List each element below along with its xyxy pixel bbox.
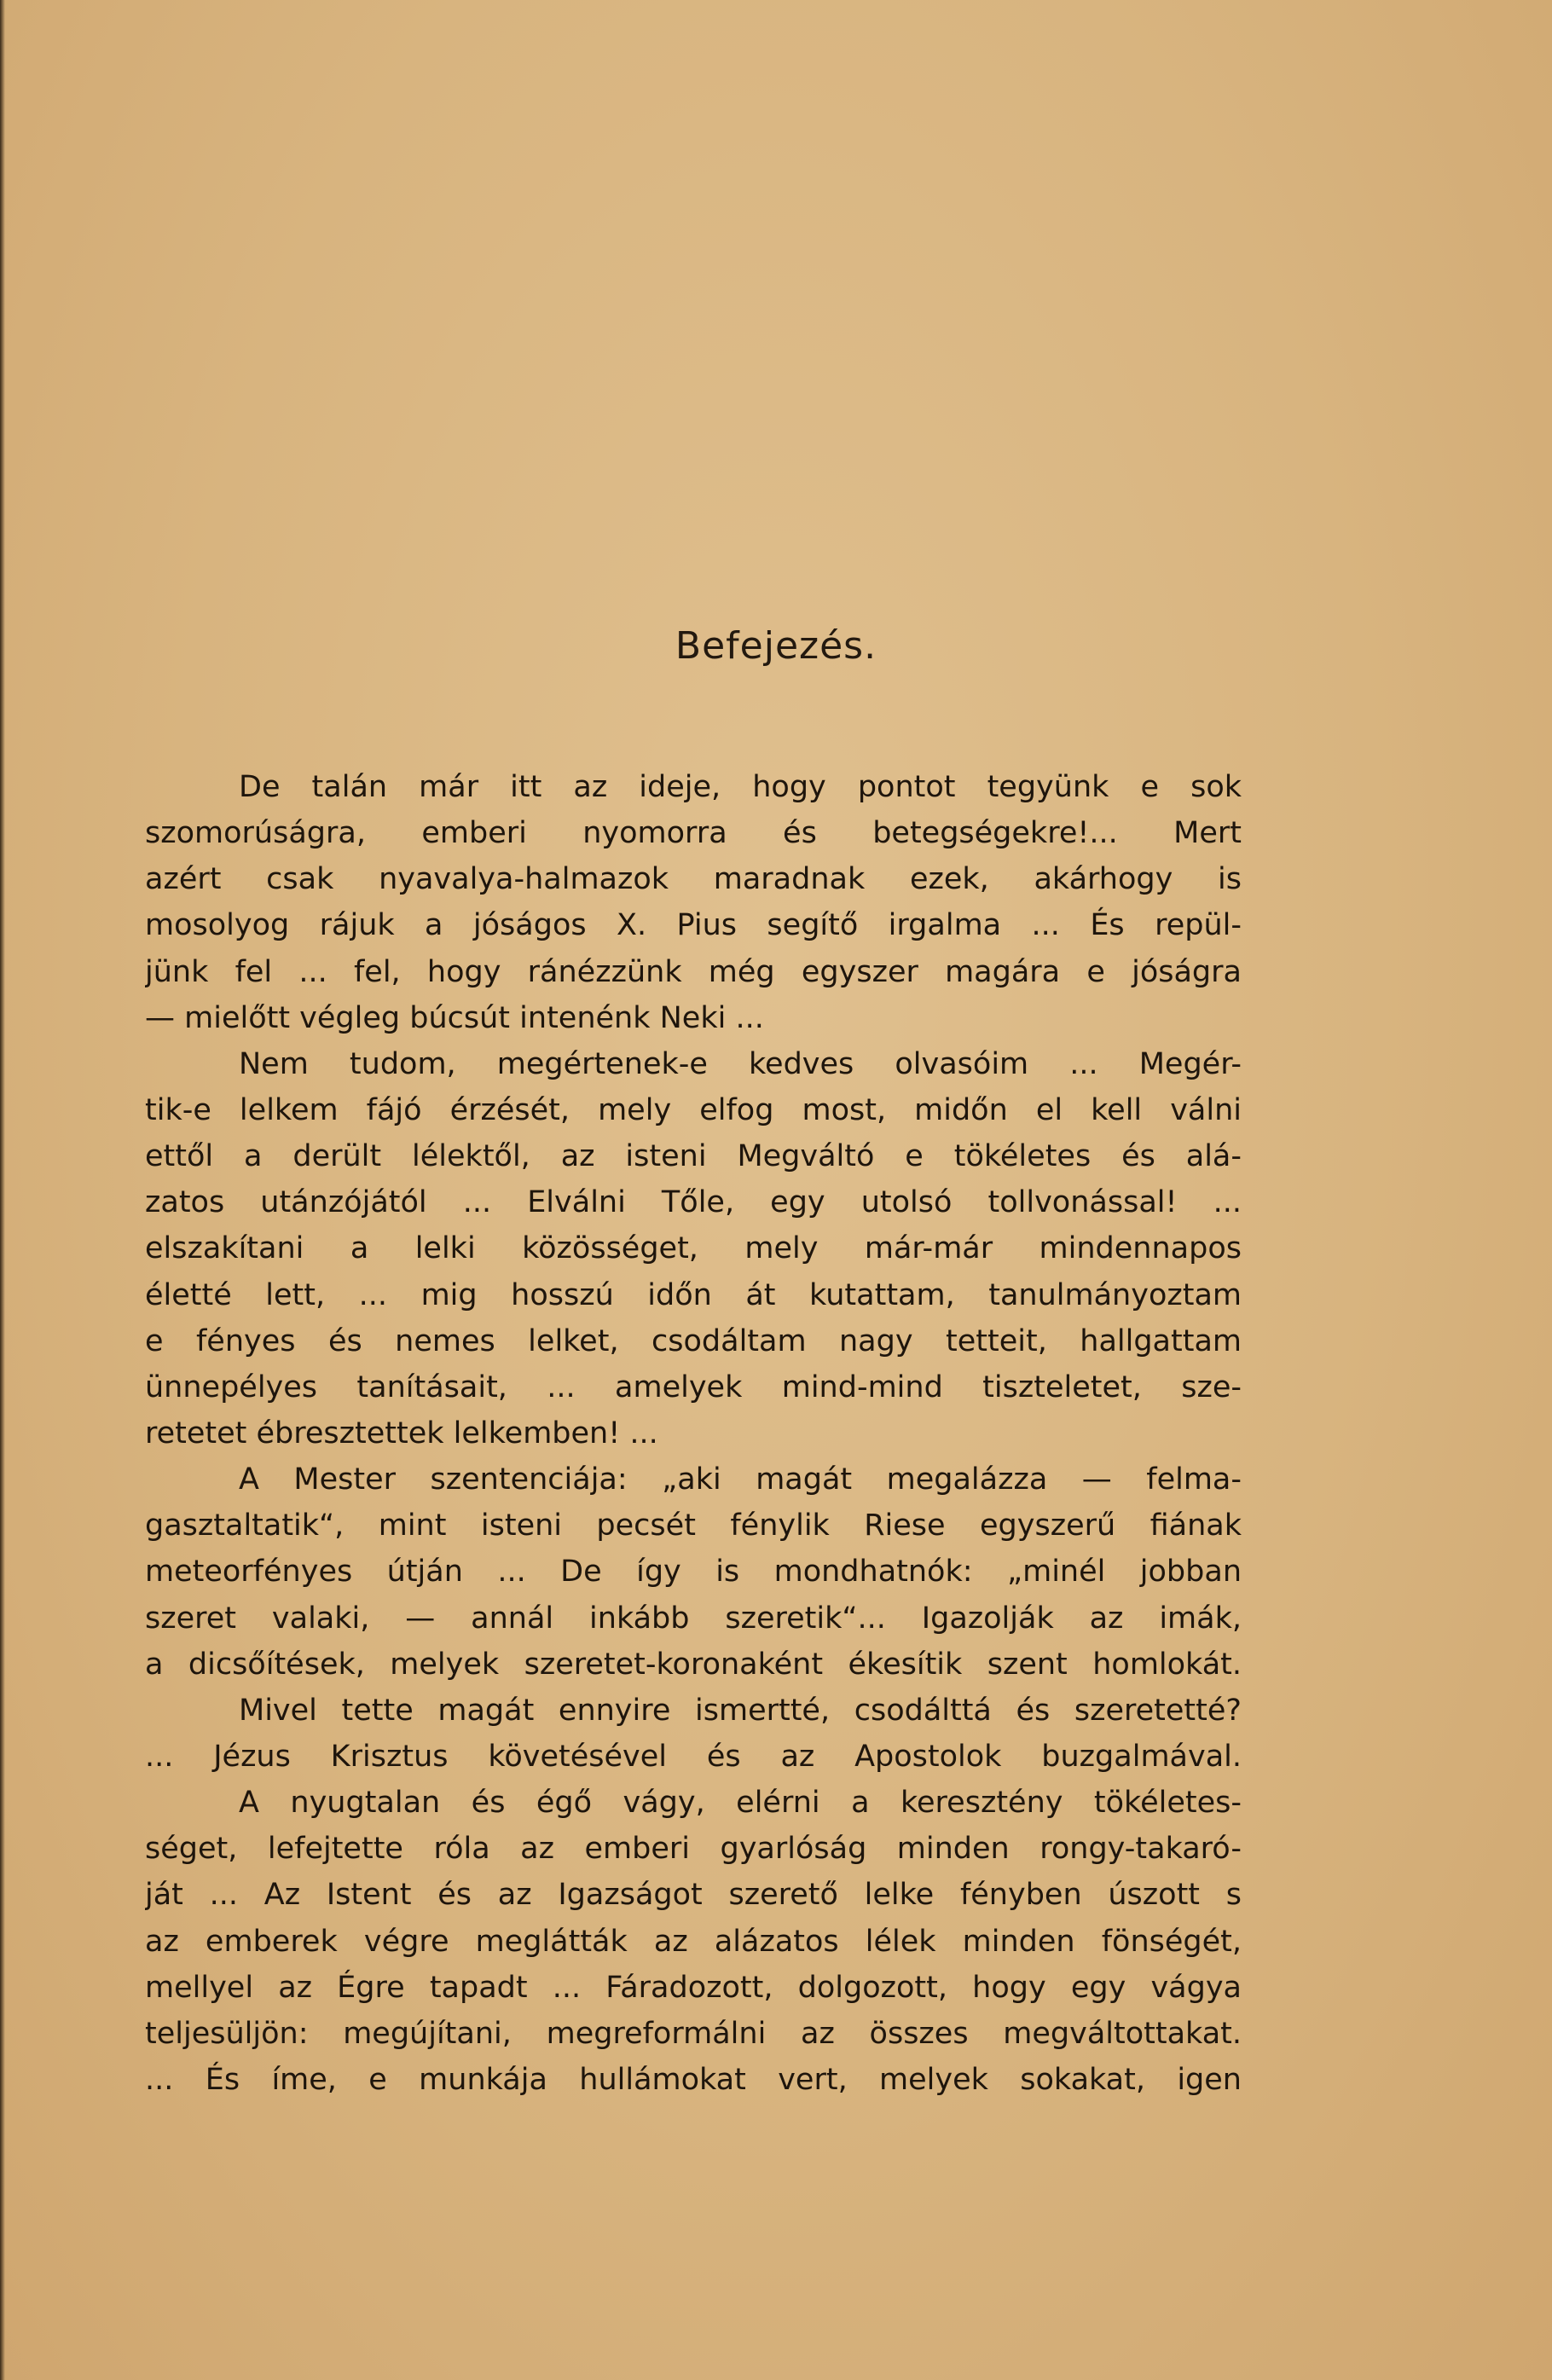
text-line: zatos utánzójától ... Elválni Tőle, egy utolsó tollvonással! ... <box>145 1185 1242 1220</box>
text-line: szeret valaki, — annál inkább szeretik“... Igazolják az imák, <box>145 1601 1242 1636</box>
text-line: életté lett, ... mig hosszú időn át kutattam, tanulmányoztam <box>145 1277 1242 1312</box>
text-line: A Mester szentenciája: „aki magát megalázza — felma- <box>239 1462 1242 1497</box>
text-line: De talán már itt az ideje, hogy pontot tegyünk e sok <box>239 770 1242 804</box>
text-line: mosolyog rájuk a jóságos X. Pius segítő irgalma ... És repül- <box>145 908 1242 943</box>
text-line: Nem tudom, megértenek-e kedves olvasóim ... Megér- <box>239 1046 1242 1081</box>
text-line: az emberek végre meglátták az alázatos lélek minden fönségét, <box>145 1924 1242 1959</box>
text-line: A nyugtalan és égő vágy, elérni a keresztény tökéletes- <box>239 1786 1242 1821</box>
text-line: — mielőtt végleg búcsút intenénk Neki ... <box>145 1000 764 1035</box>
text-line: elszakítani a lelki közösséget, mely már-már mindennapos <box>145 1231 1242 1266</box>
text-line: retetet ébresztettek lelkemben! ... <box>145 1416 658 1451</box>
text-line: gasztaltatik“, mint isteni pecsét fénylik Riese egyszerű fiának <box>145 1508 1242 1543</box>
chapter-heading: Befejezés. <box>675 624 877 668</box>
text-line: szomorúságra, emberi nyomorra és betegségekre!... Mert <box>145 816 1242 851</box>
text-line: Mivel tette magát ennyire ismertté, csodálttá és szeretetté? <box>239 1693 1242 1728</box>
text-line: ettől a derült lélektől, az isteni Megváltó e tökéletes és alá- <box>145 1139 1242 1174</box>
text-line: azért csak nyavalya-halmazok maradnak ezek, akárhogy is <box>145 862 1242 897</box>
text-line: ... És íme, e munkája hullámokat vert, melyek sokakat, igen <box>145 2062 1242 2097</box>
text-line: tik-e lelkem fájó érzését, mely elfog most, midőn el kell válni <box>145 1092 1242 1127</box>
text-line: séget, lefejtette róla az emberi gyarlóság minden rongy-takaró- <box>145 1832 1242 1867</box>
text-line: jünk fel ... fel, hogy ránézzünk még egyszer magára e jóságra <box>145 954 1242 989</box>
text-line: e fényes és nemes lelket, csodáltam nagy tetteit, hallgattam <box>145 1323 1242 1358</box>
text-line: ... Jézus Krisztus követésével és az Apostolok buzgalmával. <box>145 1739 1242 1774</box>
text-line: ját ... Az Istent és az Igazságot szerető lelke fényben úszott s <box>145 1878 1242 1913</box>
text-line: teljesüljön: megújítani, megreformálni az összes megváltottakat. <box>145 2016 1242 2051</box>
text-line: ünnepélyes tanításait, ... amelyek mind-mind tiszteletet, sze- <box>145 1370 1242 1404</box>
body-text <box>145 764 1242 2103</box>
text-line: a dicsőítések, melyek szeretet-koronaként ékesítik szent homlokát. <box>145 1647 1242 1682</box>
text-line: meteorfényes útján ... De így is mondhatnók: „minél jobban <box>145 1555 1242 1590</box>
text-line: mellyel az Égre tapadt ... Fáradozott, dolgozott, hogy egy vágya <box>145 1970 1242 2005</box>
